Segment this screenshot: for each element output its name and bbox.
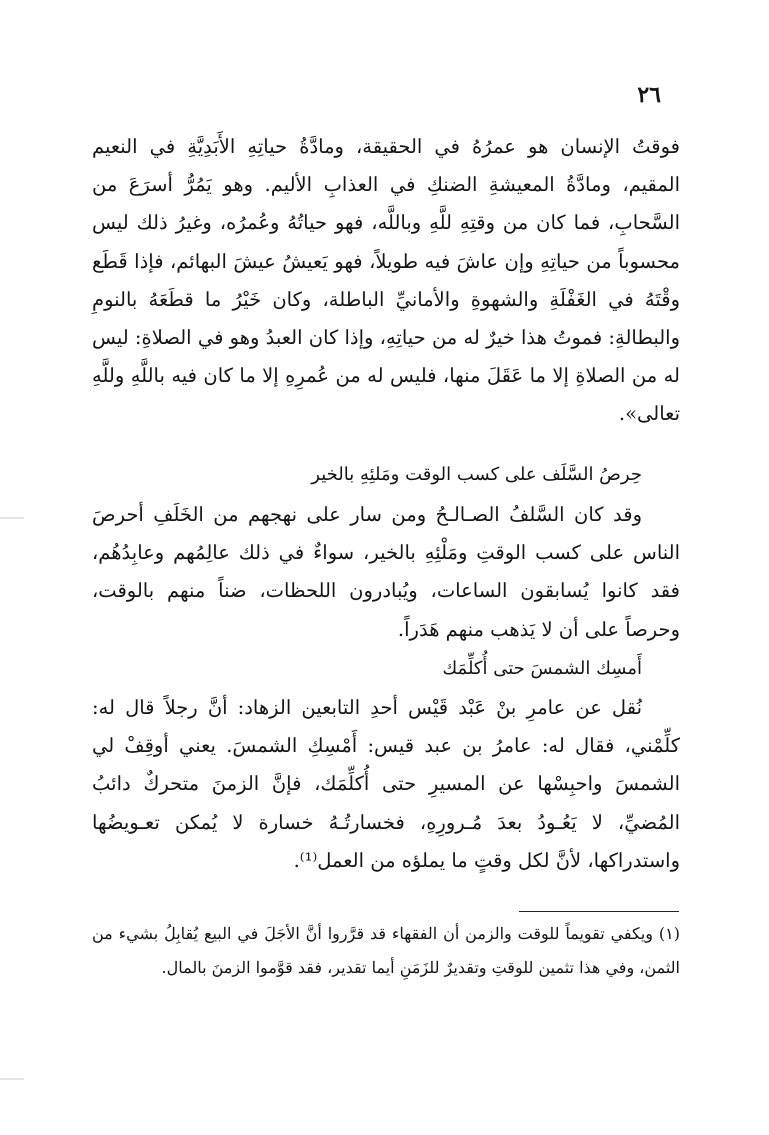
footnote-text: (١) ويكفي تقويماً للوقت والزمن أن الفقهاء قد قرَّروا أنَّ الأجَلَ في البيع يُقابِلُ بشيء من الثمن، وفي هذا تثمين للوقتِ وتقديرٌ للزَمَنِ أيما تقدير، فقد قوَّموا الزمنَ بالمال. [92, 924, 681, 977]
footnote-divider [519, 911, 679, 912]
opening-paragraph-block [92, 128, 680, 434]
amir-paragraph-block [92, 689, 680, 880]
section-heading-salaf-time [92, 456, 680, 494]
scan-mark [0, 517, 24, 519]
body-paragraph: فوقتُ الإنسان هو عمرُهُ في الحقيقة، ومادَّةُ حياتِهِ الأَبَدِيَّةِ في النعيم المقيم، ومادَّةُ المعيشةِ الضنكِ في العذابِ الأليم. وهو يَمُرُّ أسرَعَ من السَّحابِ، فما كان من وقتِهِ للَّهِ وباللَّه، فهو حياتُهُ وعُمرُه، وغيرُ ذلك ليس محسوباً من حياتِهِ وإن عاشَ فيه طويلاً، فهو يَعيشُ عيشَ البهائم، فإذا قَطَع وقْتَهُ في الغَفْلَةِ والشهوةِ والأمانيِّ الباطلة، وكان خَيْرُ ما قطَعَهُ بالنومِ والبطالةِ: فموتُ هذا خيرٌ له من حياتِهِ، وإذا كان العبدُ وهو في الصلاةِ: ليس له من الصلاةِ إلا ما عَقَلَ منها، فليس له من عُمرِهِ إلا ما كان فيه باللَّهِ وللَّهِ تعالى». [92, 135, 680, 426]
section-heading: أَمسِك الشمسَ حتى أُكلِّمَك [442, 658, 642, 679]
body-paragraph: نُقل عن عامرِ بنْ عَبْد قَيْس أحدِ التابعين الزهاد: أنَّ رجلاً قال له: كلِّمْني، فقال له: عامرُ بن عبد قيس: أَمْسِكِ الشمسَ. يعني أوقِفْ لي الشمسَ واحبِسْها عن المسيرِ حتى أُكلِّمَك، فإنَّ الزمنَ متحركٌ دائبُ المُضيِّ، لا يَعُـودُ بعدَ مُـرورِهِ، فخسارتُـهُ خسارة لا يُمكن تعـويضُها واستدراكها، لأنَّ لكل وقتٍ ما يملؤه من العمل⁽¹⁾. [92, 696, 680, 872]
section-heading-hold-sun [92, 650, 680, 688]
section-heading: حِرصُ السَّلَف على كسب الوقت ومَلئِهِ بالخير [311, 464, 642, 485]
salaf-paragraph-block [92, 496, 680, 649]
body-paragraph: وقد كان السَّلفُ الصـالـحُ ومن سار على نهجهم من الخَلَفِ أحرصَ الناس على كسب الوقتِ ومَلْئِهِ بالخير، سواءٌ في ذلك عالِمُهم وعابِدُهُم، فقد كانوا يُسابقون الساعات، ويُبادرون اللحظات، ضناً منهم بالوقت، وحرصاً على أن لا يَذهب منهم هَدَراً. [92, 503, 680, 641]
scan-mark [0, 1078, 24, 1080]
page-number: ٢٦ [637, 82, 661, 108]
